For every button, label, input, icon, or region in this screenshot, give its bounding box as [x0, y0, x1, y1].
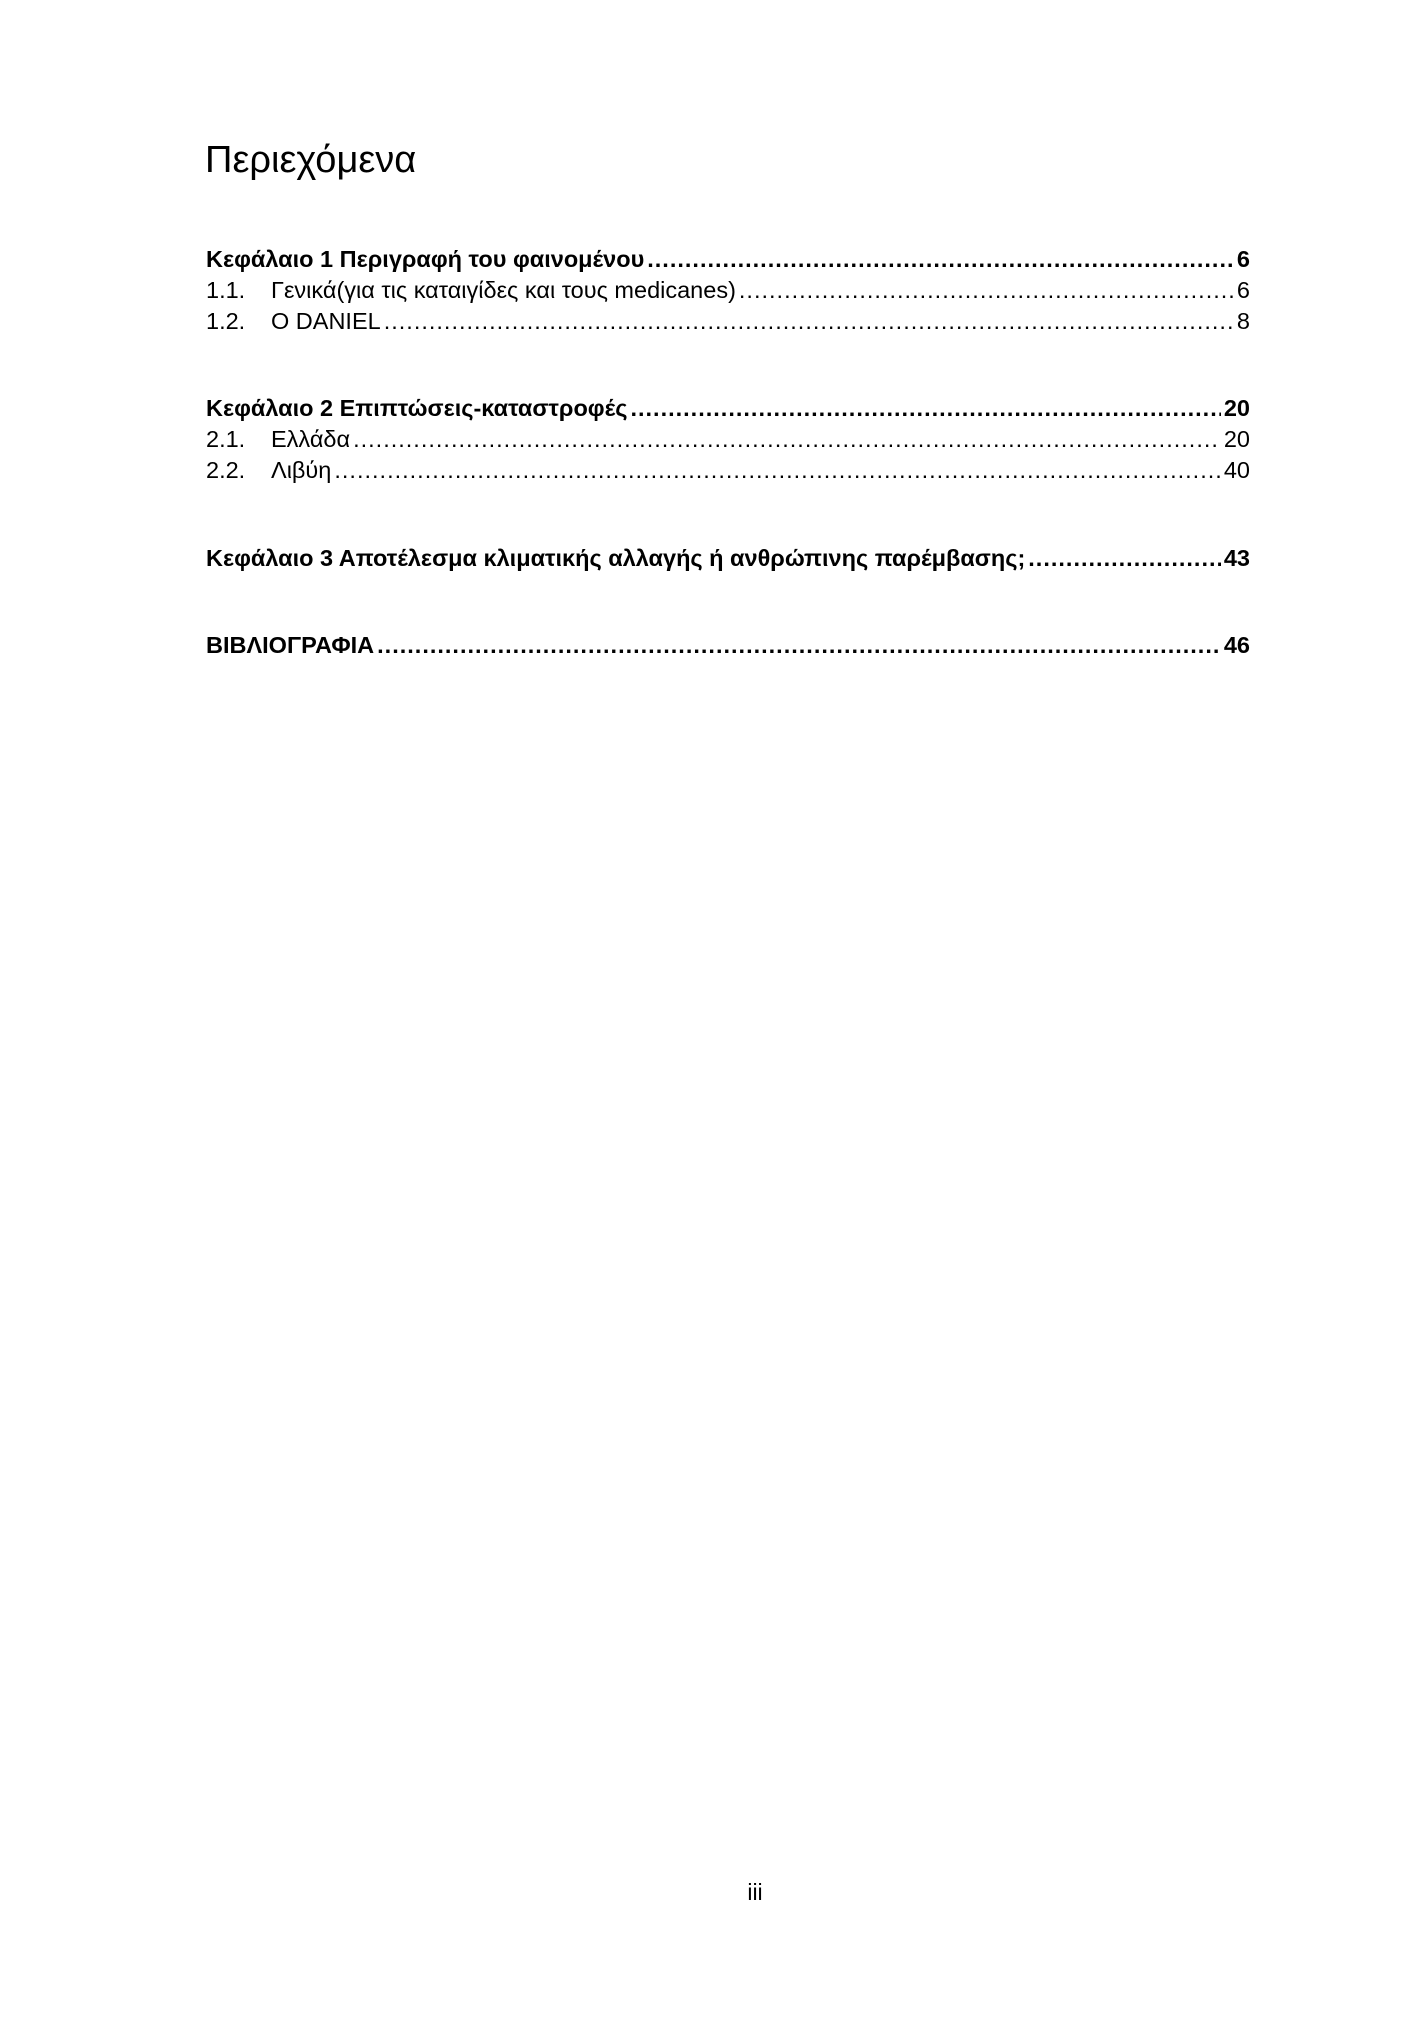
toc-entry-number: 1.1. — [206, 277, 246, 303]
toc-entry-section-1-1[interactable] — [206, 275, 1250, 306]
toc-entry-page: 20 — [1223, 395, 1250, 421]
toc-chapter-3-group — [206, 543, 1250, 574]
toc-entry-page: 6 — [1236, 246, 1250, 272]
toc-leader-dots — [384, 306, 1234, 337]
toc-entry-text: Κεφάλαιο 3 Αποτέλεσμα κλιματικής αλλαγής ή ανθρώπινης παρέμβασης; — [206, 545, 1026, 571]
toc-leader-dots — [1028, 543, 1221, 574]
toc-entry-page: 20 — [1223, 426, 1250, 452]
toc-entry-section-2-2[interactable] — [206, 455, 1250, 486]
toc-leader-dots — [647, 244, 1234, 275]
toc-entry-text: O DANIEL — [271, 308, 381, 334]
toc-chapter-1-group — [206, 244, 1250, 337]
toc-entry-page: 46 — [1223, 632, 1250, 658]
toc-leader-dots — [630, 393, 1220, 424]
toc-bibliography-group — [206, 630, 1250, 661]
toc-entry-text: Κεφάλαιο 1 Περιγραφή του φαινομένου — [206, 246, 645, 272]
toc-entry-number: 1.2. — [206, 308, 246, 334]
toc-leader-dots — [334, 455, 1221, 486]
toc-entry-text: Κεφάλαιο 2 Επιπτώσεις-καταστροφές — [206, 395, 628, 421]
toc-entry-number: 2.2. — [206, 457, 246, 483]
toc-entry-number: 2.1. — [206, 426, 246, 452]
toc-leader-dots — [739, 275, 1234, 306]
toc-entry-page: 40 — [1223, 457, 1250, 483]
toc-leader-dots — [377, 630, 1221, 661]
toc-entry-section-1-2[interactable] — [206, 306, 1250, 337]
page-number: iii — [747, 1879, 763, 1905]
toc-entry-text: ΒΙΒΛΙΟΓΡΑΦΙΑ — [206, 632, 375, 658]
toc-entry-text: Γενικά(για τις καταιγίδες και τους medicanes) — [271, 277, 736, 303]
toc-entry-page: 6 — [1236, 277, 1250, 303]
toc-entry-chapter-1[interactable] — [206, 244, 1250, 275]
toc-entry-page: 8 — [1236, 308, 1250, 334]
toc-entry-text: Ελλάδα — [271, 426, 351, 452]
toc-entry-bibliography[interactable] — [206, 630, 1250, 661]
toc-entry-chapter-2[interactable] — [206, 393, 1250, 424]
toc-title: Περιεχόμενα — [205, 139, 417, 181]
toc-leader-dots — [353, 424, 1221, 455]
toc-entry-section-2-1[interactable] — [206, 424, 1250, 455]
toc-entry-page: 43 — [1223, 545, 1250, 571]
toc-entry-text: Λιβύη — [271, 457, 332, 483]
toc-chapter-2-group — [206, 393, 1250, 486]
toc-entry-chapter-3[interactable] — [206, 543, 1250, 574]
